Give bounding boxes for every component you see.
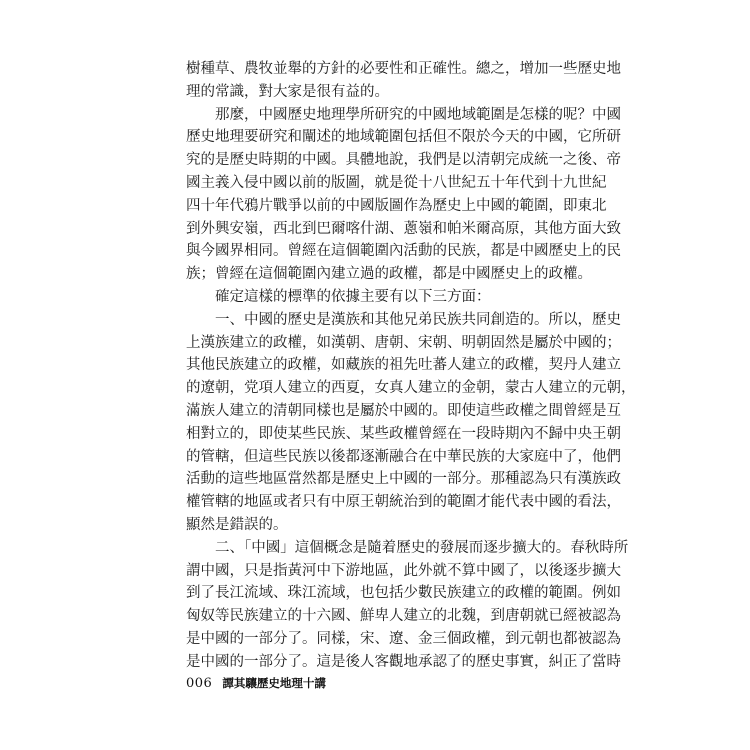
text-line: 一、中國的歷史是漢族和其他兄弟民族共同創造的。所以，歷史 xyxy=(215,311,621,328)
text-line: 族；曾經在這個範圍內建立過的政權，都是中國歷史上的政權。 xyxy=(186,266,592,283)
text-line: 匈奴等民族建立的十六國、鮮卑人建立的北魏，到唐朝就已經被認為 xyxy=(186,608,621,625)
text-line: 歷史地理要研究和闡述的地域範圍包括但不限於今天的中國，它所研 xyxy=(186,129,621,146)
text-line: 國主義入侵中國以前的版圖，就是從十八世紀五十年代到十九世紀 xyxy=(186,174,607,191)
text-line: 理的常識，對大家是很有益的。 xyxy=(186,83,389,100)
text-line: 活動的這些地區當然都是歷史上中國的一部分。那種認為只有漢族政 xyxy=(186,471,621,488)
text-line: 上漢族建立的政權，如漢朝、唐朝、宋朝、明朝固然是屬於中國的； xyxy=(186,334,621,351)
text-line: 確定這樣的標準的依據主要有以下三方面： xyxy=(215,288,491,305)
text-line: 謂中國，只是指黃河中下游地區，此外就不算中國了，以後逐步擴大 xyxy=(186,562,621,579)
text-line: 那麼，中國歷史地理學所研究的中國地域範圍是怎樣的呢？中國 xyxy=(215,106,621,123)
page-number: 006 xyxy=(186,675,213,691)
running-title: 譚其驤歷史地理十講 xyxy=(222,676,326,690)
text-line: 到外興安嶺，西北到巴爾喀什湖、蔥嶺和帕米爾高原，其他方面大致 xyxy=(186,220,621,237)
text-line: 相對立的，即使某些民族、某些政權曾經在一段時期內不歸中央王朝 xyxy=(186,425,621,442)
body-text xyxy=(186,58,636,674)
text-line: 的管轄，但這些民族以後都逐漸融合在中華民族的大家庭中了，他們 xyxy=(186,448,621,465)
text-line: 顯然是錯誤的。 xyxy=(186,516,288,533)
text-line: 是中國的一部分了。同樣，宋、遼、金三個政權，到元朝也都被認為 xyxy=(186,630,621,647)
page-footer xyxy=(186,673,326,693)
text-line: 權管轄的地區或者只有中原王朝統治到的範圍才能代表中國的看法， xyxy=(186,494,621,511)
text-line: 與今國界相同。曾經在這個範圍內活動的民族，都是中國歷史上的民 xyxy=(186,243,621,260)
text-line: 是中國的一部分了。這是後人客觀地承認了的歷史事實，糾正了當時 xyxy=(186,653,621,670)
text-line: 二、「中國」這個概念是隨着歷史的發展而逐步擴大的。春秋時所 xyxy=(215,539,629,556)
text-line: 樹種草、農牧並舉的方針的必要性和正確性。總之，增加一些歷史地 xyxy=(186,61,621,77)
text-line: 其他民族建立的政權，如藏族的祖先吐蕃人建立的政權，契丹人建立 xyxy=(186,357,621,374)
text-line: 的遼朝，党項人建立的西夏，女真人建立的金朝，蒙古人建立的元朝， xyxy=(186,380,636,397)
text-line: 到了長江流域、珠江流域，也包括少數民族建立的政權的範圍。例如 xyxy=(186,585,621,602)
text-line: 四十年代鴉片戰爭以前的中國版圖作為歷史上中國的範圍，即東北 xyxy=(186,197,607,214)
text-line: 滿族人建立的清朝同樣也是屬於中國的。即使這些政權之間曾經是互 xyxy=(186,402,621,419)
text-line: 究的是歷史時期的中國。具體地說，我們是以清朝完成統一之後、帝 xyxy=(186,152,621,169)
